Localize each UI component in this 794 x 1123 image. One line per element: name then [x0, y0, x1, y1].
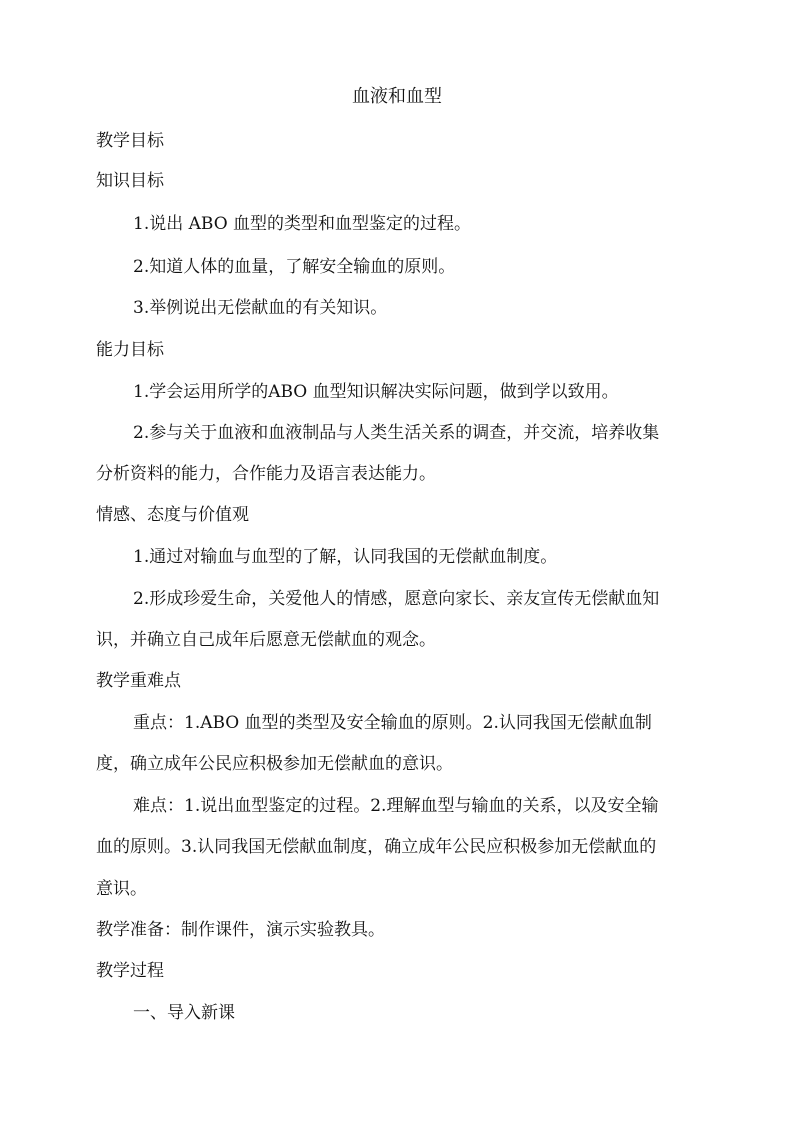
- knowledge-item-2: 2.知道人体的血量，了解安全输血的原则。: [133, 257, 456, 277]
- teaching-preparation: 教学准备：制作课件，演示实验教具。: [96, 920, 385, 940]
- emotion-item-1: 1.通过对输血与血型的了解，认同我国的无偿献血制度。: [133, 547, 558, 567]
- knowledge-item-1: 1.说出 ABO 血型的类型和血型鉴定的过程。: [133, 214, 472, 234]
- heading-emotion-values: 情感、态度与价值观: [96, 505, 249, 525]
- heading-key-difficult-points: 教学重难点: [96, 671, 181, 691]
- ability-item-2-line-2: 分析资料的能力，合作能力及语言表达能力。: [96, 464, 436, 484]
- heading-teaching-process: 教学过程: [96, 961, 164, 981]
- heading-ability-goals: 能力目标: [96, 340, 164, 360]
- heading-teaching-goals: 教学目标: [96, 131, 164, 151]
- knowledge-item-3: 3.举例说出无偿献血的有关知识。: [133, 298, 388, 318]
- difficult-points-line-3: 意识。: [96, 879, 147, 899]
- key-points-line-1: 重点：1.ABO 血型的类型及安全输血的原则。2.认同我国无偿献血制: [133, 713, 652, 733]
- ability-item-1: 1.学会运用所学的ABO 血型知识解决实际问题，做到学以致用。: [133, 382, 619, 402]
- section-introduction: 一、导入新课: [133, 1003, 235, 1023]
- emotion-item-2-line-1: 2.形成珍爱生命，关爱他人的情感，愿意向家长、亲友宣传无偿献血知: [133, 589, 660, 609]
- document-title: 血液和血型: [352, 86, 442, 107]
- heading-knowledge-goals: 知识目标: [96, 171, 164, 191]
- difficult-points-line-2: 血的原则。3.认同我国无偿献血制度，确立成年公民应积极参加无偿献血的: [96, 837, 657, 857]
- emotion-item-2-line-2: 识，并确立自己成年后愿意无偿献血的观念。: [96, 630, 436, 650]
- ability-item-2-line-1: 2.参与关于血液和血液制品与人类生活关系的调查，并交流，培养收集: [133, 423, 660, 443]
- key-points-line-2: 度，确立成年公民应积极参加无偿献血的意识。: [96, 754, 453, 774]
- difficult-points-line-1: 难点：1.说出血型鉴定的过程。2.理解血型与输血的关系，以及安全输: [133, 796, 659, 816]
